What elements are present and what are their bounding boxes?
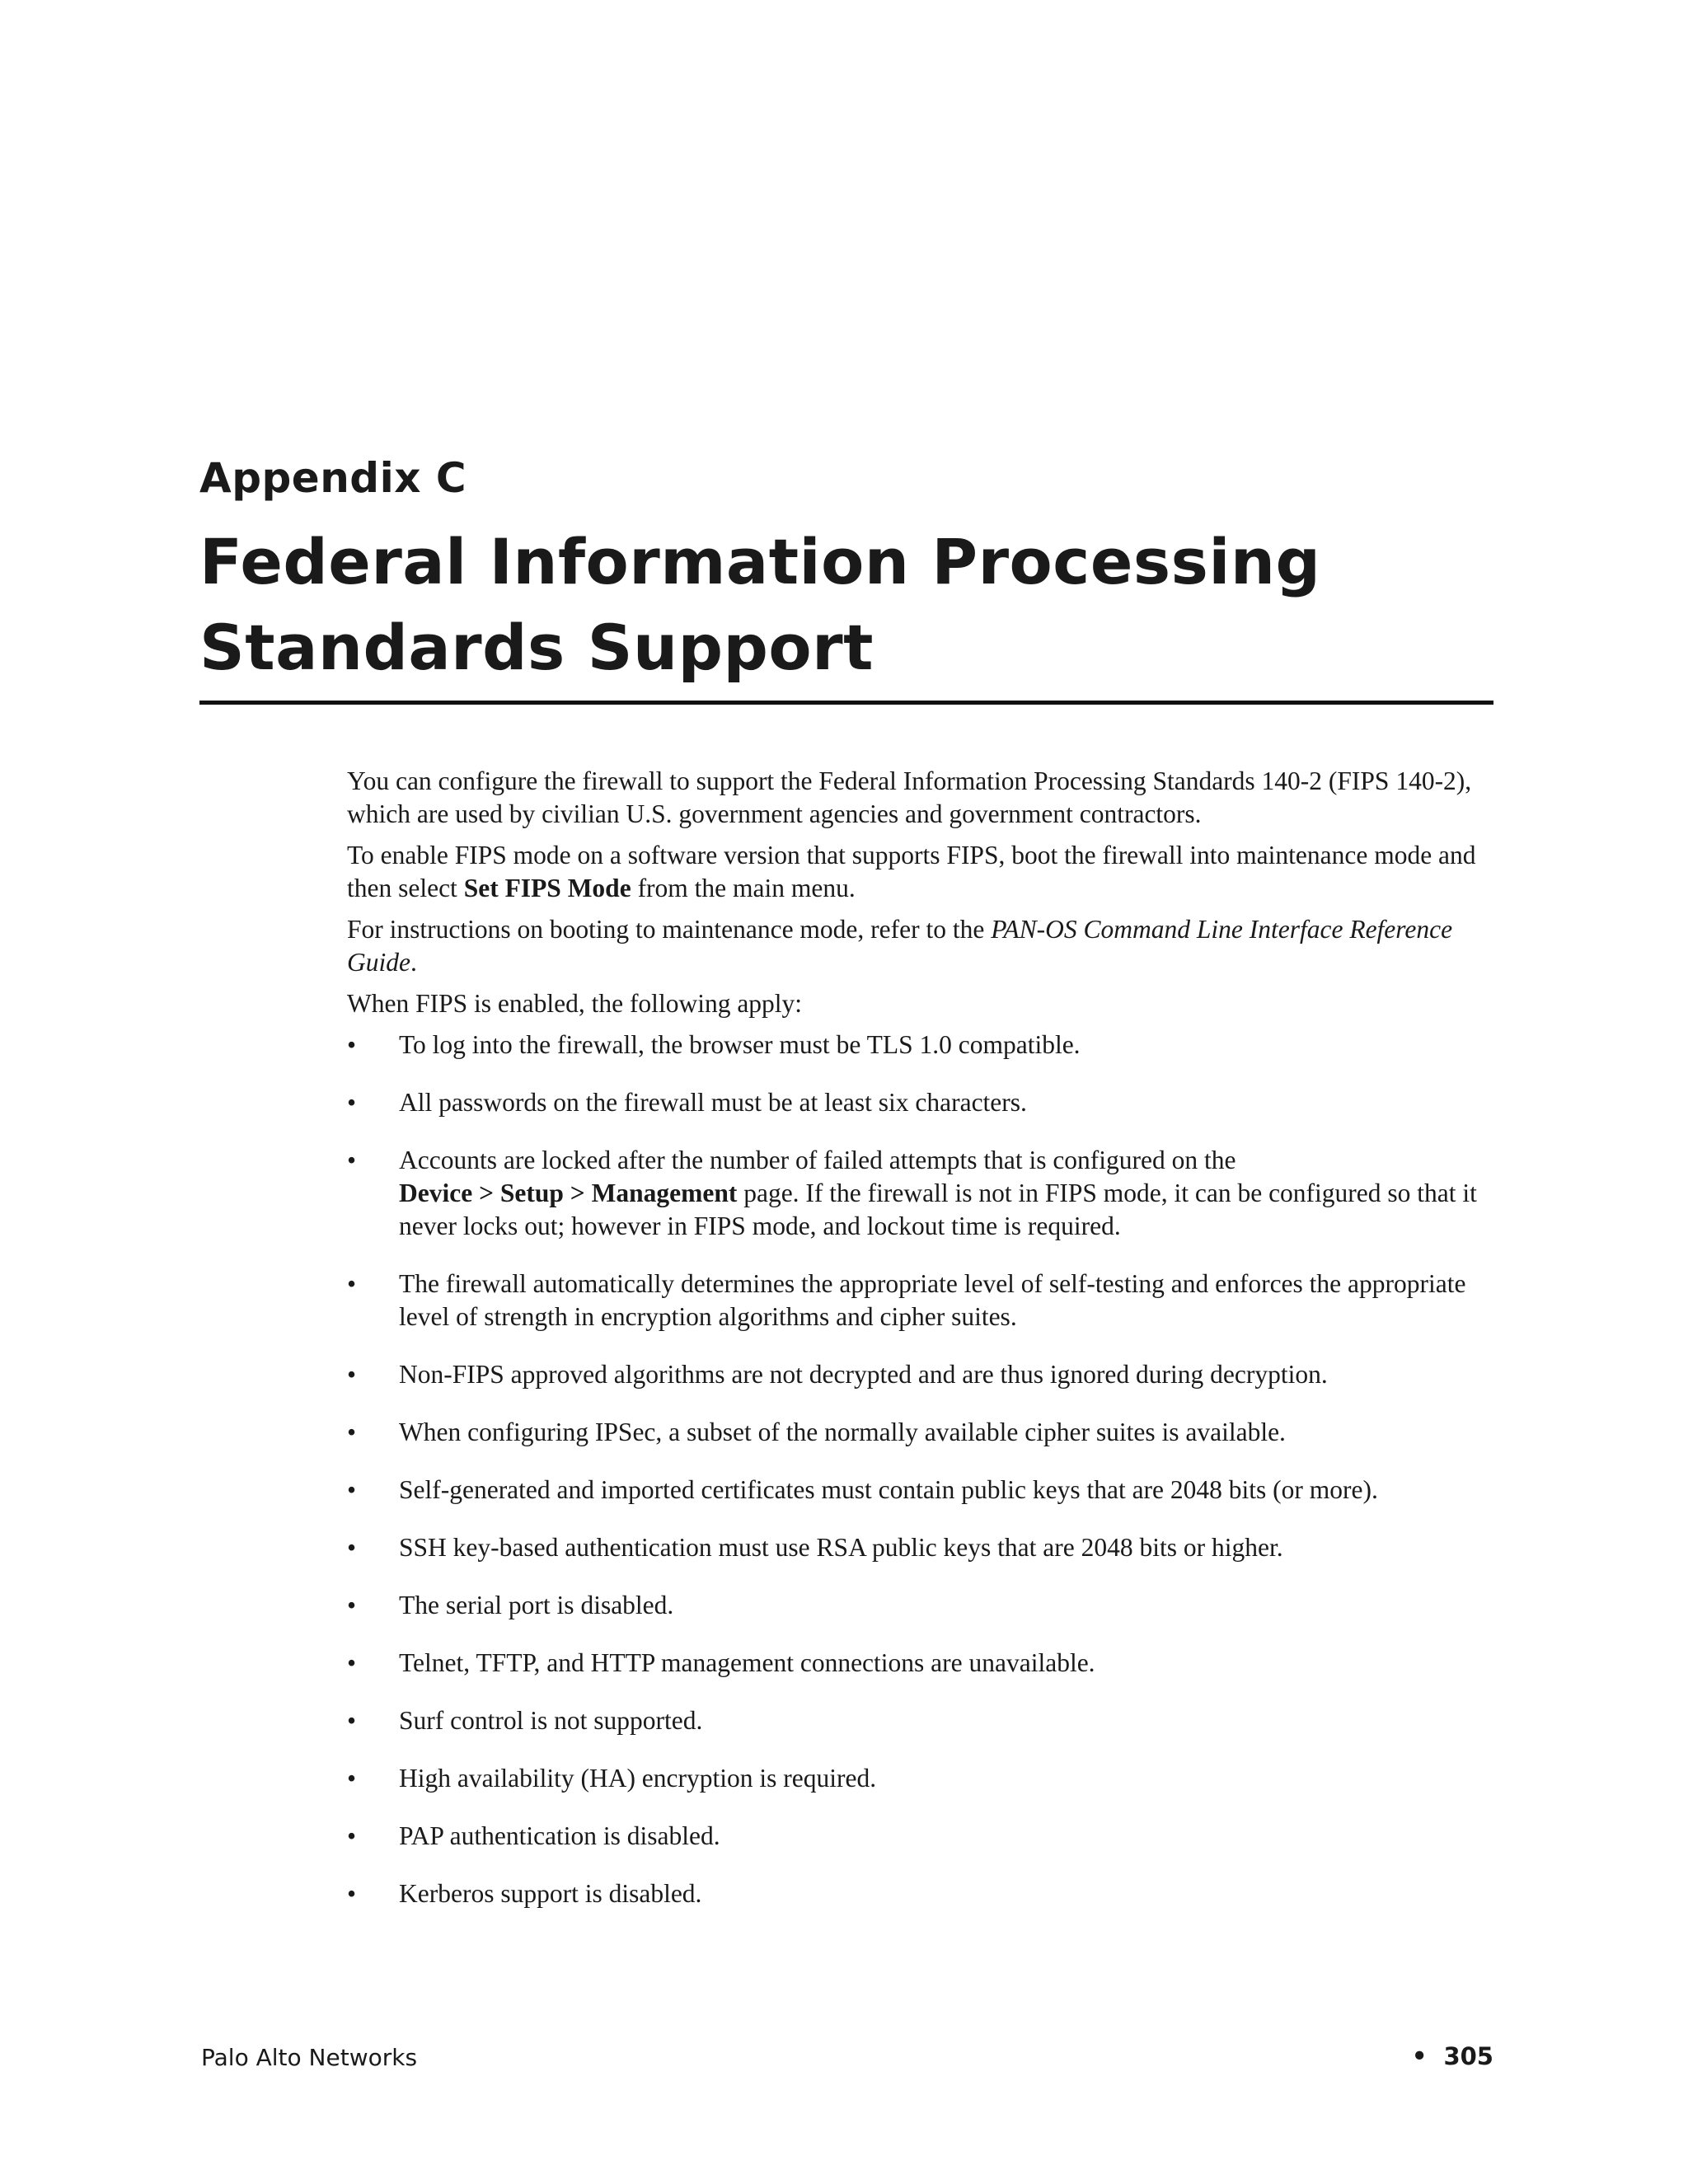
p2-text-after: from the main menu. — [631, 874, 856, 902]
p3-text-before: For instructions on booting to maintenance mode, refer to the — [347, 915, 992, 944]
bullet-icon: • — [347, 1764, 357, 1793]
list-item-text: Non-FIPS approved algorithms are not decrypted and are thus ignored during decryption. — [399, 1360, 1328, 1389]
body-content — [347, 765, 1493, 1935]
device-setup-management-path: Device > Setup > Management — [399, 1179, 738, 1207]
intro-paragraph-3 — [347, 913, 1493, 979]
list-item — [347, 1416, 1493, 1449]
bullet-icon: • — [347, 1879, 357, 1908]
list-item-text: The firewall automatically determines the appropriate level of self-testing and enforces the appropriate level of strength in encryption algorithms and cipher suites. — [399, 1269, 1466, 1331]
bullet-icon: • — [347, 1146, 357, 1174]
bullet-icon: • — [347, 1418, 357, 1446]
bullet-icon: • — [347, 1706, 357, 1735]
p3-text-after: . — [410, 948, 417, 977]
list-item — [347, 1647, 1493, 1680]
bullet-icon: • — [347, 1088, 357, 1117]
bullet-icon: • — [347, 1648, 357, 1677]
list-item — [347, 1358, 1493, 1391]
fips-requirements-list — [347, 1029, 1493, 1910]
list-item-text: Surf control is not supported. — [399, 1706, 703, 1735]
list-item — [347, 1268, 1493, 1333]
title-divider — [199, 701, 1493, 705]
list-item-text: SSH key-based authentication must use RSA public keys that are 2048 bits or higher. — [399, 1533, 1283, 1562]
b3-text-before: Accounts are locked after the number of failed attempts that is configured on the — [399, 1146, 1236, 1174]
bullet-icon: • — [347, 1533, 357, 1562]
bullet-icon: • — [347, 1821, 357, 1850]
bullet-icon: • — [347, 1360, 357, 1389]
list-item-text: High availability (HA) encryption is required. — [399, 1764, 877, 1793]
footer-company: Palo Alto Networks — [201, 2044, 418, 2071]
list-item — [347, 1086, 1493, 1119]
list-item-text: Self-generated and imported certificates must contain public keys that are 2048 bits (or more). — [399, 1475, 1378, 1504]
cli-guide-reference: PAN-OS Command Line Interface Reference Guide — [347, 915, 1453, 977]
list-item-text: To log into the firewall, the browser must be TLS 1.0 compatible. — [399, 1030, 1081, 1059]
bullet-icon: • — [347, 1591, 357, 1619]
bullet-icon: • — [347, 1030, 357, 1059]
set-fips-mode-term: Set FIPS Mode — [463, 874, 631, 902]
list-item-text — [399, 1146, 1477, 1240]
list-item — [347, 1531, 1493, 1564]
footer-page-number — [1412, 2042, 1493, 2070]
list-item-text: Telnet, TFTP, and HTTP management connections are unavailable. — [399, 1648, 1095, 1677]
list-item — [347, 1762, 1493, 1795]
list-item — [347, 1704, 1493, 1737]
list-item-text: When configuring IPSec, a subset of the normally available cipher suites is available. — [399, 1418, 1286, 1446]
footer-bullet-icon: • — [1411, 2042, 1428, 2070]
intro-paragraph-4: When FIPS is enabled, the following apply: — [347, 989, 803, 1018]
p2-text-before: To enable FIPS mode on a software version that supports FIPS, boot the firewall into maintenance mode and then select — [347, 841, 1476, 902]
list-item — [347, 1029, 1493, 1062]
chapter-title — [199, 519, 1493, 691]
list-item — [347, 1144, 1493, 1243]
list-item-text: The serial port is disabled. — [399, 1591, 674, 1619]
list-item-text: All passwords on the firewall must be at least six characters. — [399, 1088, 1027, 1117]
chapter-title-line1: Federal Information Processing — [199, 525, 1321, 598]
page-number: 305 — [1443, 2042, 1493, 2070]
list-item — [347, 1589, 1493, 1622]
chapter-heading — [199, 452, 1493, 691]
list-item — [347, 1820, 1493, 1853]
intro-paragraph-1: You can configure the firewall to support the Federal Information Processing Standards 140-2 (FIPS 140-2), which are used by civilian U.S. government agencies and government contractors. — [347, 766, 1472, 828]
list-item-text: Kerberos support is disabled. — [399, 1879, 702, 1908]
list-item-text: PAP authentication is disabled. — [399, 1821, 720, 1850]
appendix-label: Appendix C — [199, 454, 467, 502]
list-item — [347, 1877, 1493, 1910]
bullet-icon: • — [347, 1269, 357, 1298]
chapter-title-line2: Standards Support — [199, 611, 874, 684]
b3-text-after: page. If the firewall is not in FIPS mode, it can be configured so that it never locks out; however in FIPS mode, and lockout time is required. — [399, 1179, 1477, 1240]
bullet-icon: • — [347, 1475, 357, 1504]
list-item — [347, 1474, 1493, 1507]
intro-paragraph-2 — [347, 839, 1493, 905]
